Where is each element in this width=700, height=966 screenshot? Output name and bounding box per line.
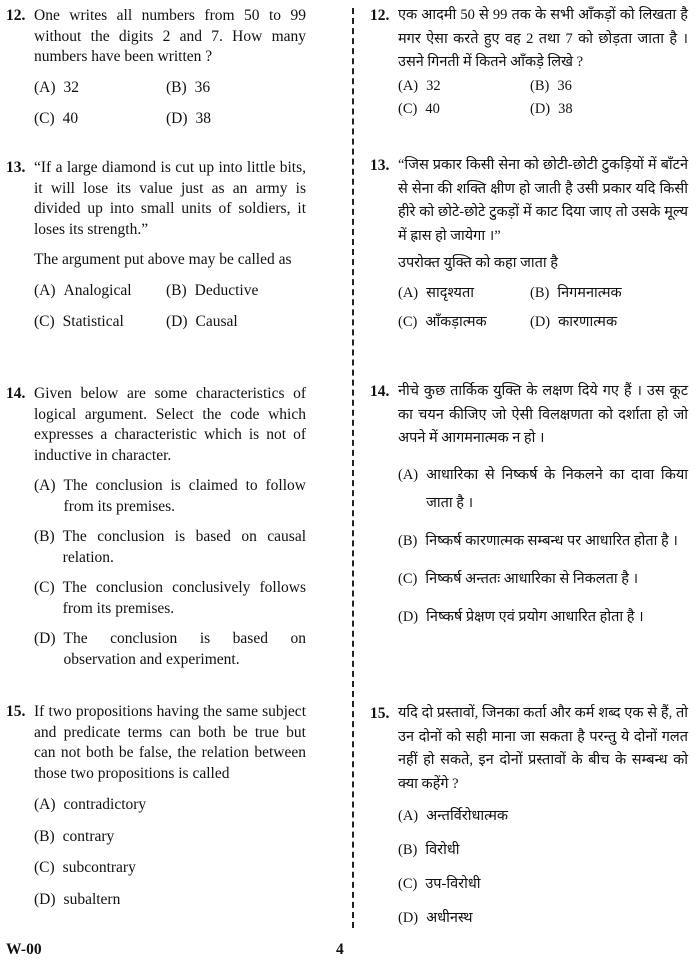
option-a: (A) 32 (398, 77, 441, 94)
question-number: 13. (370, 157, 390, 174)
option-d: (D) Causal (166, 313, 238, 330)
options (34, 476, 306, 670)
options (34, 281, 306, 333)
question-12-en (6, 6, 306, 130)
question-number: 12. (6, 7, 26, 24)
options (34, 78, 306, 130)
option-a: (A) 32 (34, 78, 80, 96)
question-number: 13. (6, 159, 26, 176)
question-text: एक आदमी 50 से 99 तक के सभी आँकड़ों को लिखता है मगर ऐसा करते हुए वह 2 तथा 7 को छोड़ता जाता है । उसने गिनती में कितने आँकड़े लिखे ? (398, 7, 688, 70)
question-text: नीचे कुछ तार्किक युक्ति के लक्षण दिये गए हैं । उस कूट का चयन कीजिए जो ऐसी विलक्षणता को दर्शाता हो जो अपने में आगमनात्मक न हो । (398, 383, 688, 446)
options (34, 795, 306, 910)
question-number: 14. (6, 385, 26, 402)
question-12-hi (370, 4, 688, 122)
option-b: (B) contrary (34, 827, 115, 845)
option-c: (C) Statistical (34, 313, 124, 330)
option-c: (C) 40 (398, 101, 440, 117)
question-number: 15. (6, 703, 26, 720)
column-divider (352, 8, 354, 928)
option-b: (B) 36 (166, 78, 211, 96)
option-d: (D) 38 (166, 110, 212, 127)
question-text: Given below are some characteristics of logical argument. Select the code which expresses a characteristic which is not of inductive in character. (34, 385, 306, 464)
option-b: (B) 36 (530, 77, 572, 94)
option-b: (B) Deductive (166, 281, 259, 299)
option-d: (D) निष्कर्ष प्रेक्षण एवं प्रयोग आधारित होता है । (398, 608, 644, 625)
option-c: (C) आँकड़ात्मक (398, 314, 487, 330)
question-14-hi (370, 380, 688, 631)
option-d: (D) The conclusion is based on observation and experiment. (34, 630, 306, 668)
option-a: (A) अन्तर्विरोधात्मक (398, 808, 509, 824)
option-c: (C) उप-विरोधी (398, 876, 481, 892)
option-b: (B) The conclusion is based on causal relation. (34, 528, 306, 566)
question-number: 14. (370, 383, 390, 400)
question-text: “If a large diamond is cut up into little bits, it will lose its value just as an army is divided up into small units of soldiers, it loses its strength.” (34, 159, 306, 238)
question-text: One writes all numbers from 50 to 99 without the digits 2 and 7. How many numbers have been written ? (34, 7, 306, 65)
paper-code: W-00 (6, 941, 42, 958)
option-d: (D) subaltern (34, 890, 121, 908)
question-prompt: The argument put above may be called as (34, 251, 292, 268)
option-c: (C) 40 (34, 110, 79, 127)
option-c: (C) subcontrary (34, 859, 136, 876)
question-15-hi (370, 702, 688, 932)
question-prompt: उपरोक्त युक्ति को कहा जाता है (398, 255, 558, 271)
option-d: (D) 38 (530, 101, 573, 117)
option-b: (B) निष्कर्ष कारणात्मक सम्बन्ध पर आधारित होता है । (398, 532, 678, 549)
option-a: (A) सादृश्यता (398, 284, 474, 301)
question-14-en (6, 384, 306, 670)
option-b: (B) विरोधी (398, 842, 460, 858)
option-d: (D) अधीनस्थ (398, 910, 473, 926)
option-a: (A) The conclusion is claimed to follow from its premises. (34, 477, 306, 515)
question-text: यदि दो प्रस्तावों, जिनका कर्ता और कर्म शब्द एक से हैं, तो उन दोनों को सही माना जा सकता है परन्तु ये दोनों गलत नहीं हो सकते, इन दोनों प्रस्तावों के बीच के सम्बन्ध को क्या कहेंगे ? (398, 705, 688, 792)
option-d: (D) कारणात्मक (530, 314, 618, 330)
option-c: (C) निष्कर्ष अन्ततः आधारिका से निकलता है । (398, 570, 639, 587)
question-13-hi (370, 154, 688, 335)
option-c: (C) The conclusion conclusively follows from its premises. (34, 579, 306, 617)
option-b: (B) निगमनात्मक (530, 284, 622, 301)
option-a: (A) Analogical (34, 281, 132, 299)
options (398, 75, 688, 122)
question-number: 12. (370, 7, 390, 24)
options (398, 282, 688, 335)
options (398, 461, 688, 631)
question-number: 15. (370, 705, 390, 722)
question-text: If two propositions having the same subject and predicate terms can both be true but can not both be false, the relation between those two propositions is called (34, 703, 306, 782)
option-a: (A) contradictory (34, 796, 147, 813)
question-text: “जिस प्रकार किसी सेना को छोटी-छोटी टुकड़ियों में बाँटने से सेना की शक्ति क्षीण हो जाती है उसी प्रकार यदि किसी हीरे को छोटे-छोटे टुकड़ों में काट दिया जाए तो उसके मूल्य में ह्रास हो जायेगा ।” (398, 157, 688, 244)
options (398, 802, 688, 932)
option-a: (A) आधारिका से निष्कर्ष के निकलने का दावा किया जाता है । (398, 466, 688, 511)
question-13-en (6, 158, 306, 333)
page-number: 4 (336, 941, 344, 958)
question-15-en (6, 702, 306, 910)
